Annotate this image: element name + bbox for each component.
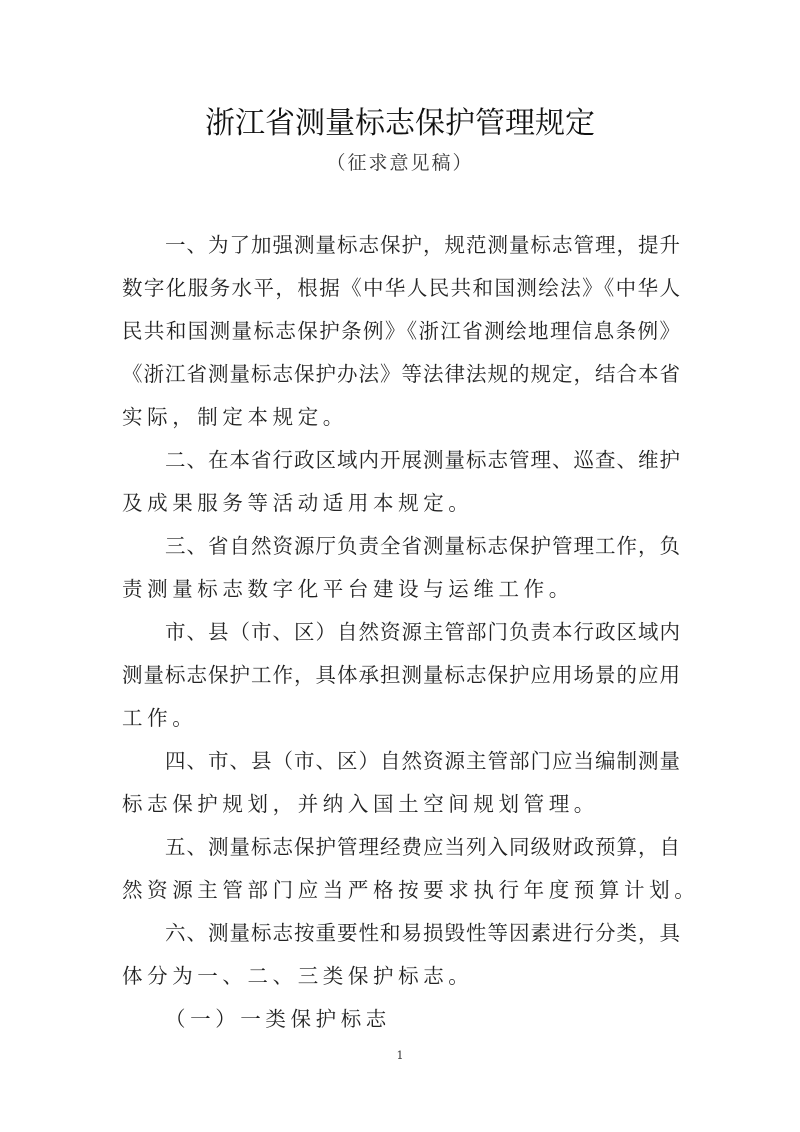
body-text-line: 标志保护规划，并纳入国土空间规划管理。: [122, 792, 599, 816]
body-text-line: 然资源主管部门应当严格按要求执行年度预算计划。: [122, 878, 700, 902]
body-text-line: 四、市、县（市、区）自然资源主管部门应当编制测量: [165, 749, 680, 773]
body-text-line: （一）一类保护标志: [165, 1007, 391, 1031]
body-text-line: 《浙江省测量标志保护办法》等法律法规的规定，结合本省: [122, 362, 680, 386]
body-text-line: 实际，制定本规定。: [122, 405, 348, 429]
body-text-line: 测量标志保护工作，具体承担测量标志保护应用场景的应用: [122, 663, 680, 687]
body-text-line: 工作。: [122, 706, 198, 730]
document-title: 浙江省测量标志保护管理规定: [205, 106, 595, 141]
body-text-line: 及成果服务等活动适用本规定。: [122, 491, 474, 515]
page-number: 1: [396, 1049, 404, 1062]
body-text-line: 市、县（市、区）自然资源主管部门负责本行政区域内: [165, 620, 680, 644]
body-text-line: 一、为了加强测量标志保护，规范测量标志管理，提升: [165, 233, 680, 257]
body-text-line: 三、省自然资源厅负责全省测量标志保护管理工作，负: [165, 534, 680, 558]
body-text-line: 责测量标志数字化平台建设与运维工作。: [122, 577, 574, 601]
body-text-line: 二、在本省行政区域内开展测量标志管理、巡查、维护: [165, 448, 680, 472]
body-text-line: 体分为一、二、三类保护标志。: [122, 964, 474, 988]
document-subtitle: （征求意见稿）: [326, 152, 474, 174]
body-text-line: 五、测量标志保护管理经费应当列入同级财政预算，自: [165, 835, 680, 859]
body-text-line: 数字化服务水平，根据《中华人民共和国测绘法》《中华人: [122, 276, 680, 300]
body-text-line: 民共和国测量标志保护条例》《浙江省测绘地理信息条例》: [122, 319, 680, 343]
body-text-line: 六、测量标志按重要性和易损毁性等因素进行分类，具: [165, 921, 680, 945]
